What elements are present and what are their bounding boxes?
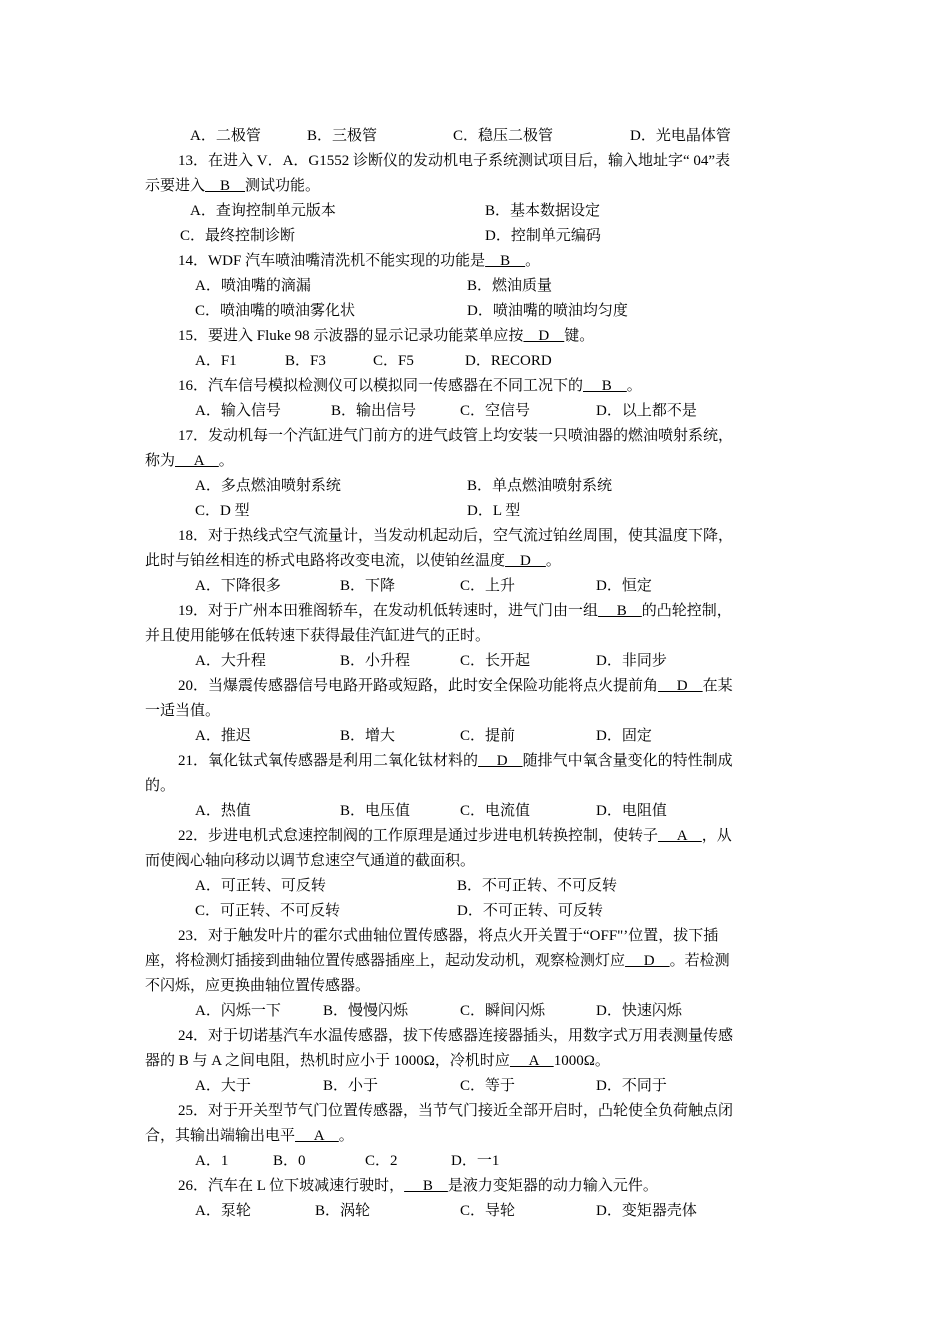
q17-option-d: D．L 型 bbox=[467, 503, 521, 519]
q25-option-a: A．1 bbox=[195, 1153, 229, 1169]
q15-options bbox=[145, 349, 810, 374]
q25-answer: A bbox=[295, 1128, 339, 1144]
q15-option-c: C．F5 bbox=[373, 353, 414, 369]
q19-options bbox=[145, 649, 810, 674]
q17-option-c: C．D 型 bbox=[195, 503, 250, 519]
q15-option-b: B．F3 bbox=[285, 353, 326, 369]
q19-stem-cont: 并且使用能够在低转速下获得最佳汽缸进气的正时。 bbox=[145, 628, 491, 644]
q13-options-row1 bbox=[145, 199, 810, 224]
question-list bbox=[145, 124, 810, 1224]
q22-answer: A bbox=[658, 828, 702, 844]
q16-stem: 16．汽车信号模拟检测仪可以模拟同一传感器在不同工况下的 B 。 bbox=[178, 378, 642, 394]
q23-option-a: A．闪烁一下 bbox=[195, 1003, 281, 1019]
q22-stem: 22．步进电机式怠速控制阀的工作原理是通过步进电机转换控制，使转子 A ，从 bbox=[178, 828, 732, 844]
q26-stem: 26．汽车在 L 位下坡减速行驶时， B 是液力变矩器的动力输入元件。 bbox=[178, 1178, 658, 1194]
q24-option-b: B．小于 bbox=[323, 1078, 379, 1094]
q13-option-c: C．最终控制诊断 bbox=[180, 228, 296, 244]
q24-option-a: A．大于 bbox=[195, 1078, 251, 1094]
q20-option-c: C．提前 bbox=[460, 728, 516, 744]
q18-option-c: C．上升 bbox=[460, 578, 516, 594]
q22-options-row2 bbox=[145, 899, 810, 924]
q19-option-b: B．小升程 bbox=[340, 653, 411, 669]
q15-option-a: A．F1 bbox=[195, 353, 237, 369]
q21-option-d: D．电阻值 bbox=[596, 803, 667, 819]
q19-stem: 19．对于广州本田雅阁轿车，在发动机低转速时，进气门由一组 B 的凸轮控制， bbox=[178, 603, 732, 619]
q17-options-row2 bbox=[145, 499, 810, 524]
q19-option-c: C．长开起 bbox=[460, 653, 531, 669]
q22-option-c: C．可正转、不可反转 bbox=[195, 903, 341, 919]
q18-option-d: D．恒定 bbox=[596, 578, 652, 594]
q17-option-a: A．多点燃油喷射系统 bbox=[195, 478, 341, 494]
q19-option-a: A．大升程 bbox=[195, 653, 266, 669]
q15-answer: D bbox=[523, 328, 565, 344]
q15-stem: 15．要进入 Fluke 98 示波器的显示记录功能菜单应按 D 键。 bbox=[178, 328, 595, 344]
q12-option-a: A．二极管 bbox=[190, 128, 261, 144]
q23-stem: 23．对于触发叶片的霍尔式曲轴位置传感器，将点火开关置于“OFF"’位置，拔下插 bbox=[178, 928, 719, 944]
q22-option-a: A．可正转、可反转 bbox=[195, 878, 326, 894]
q20-stem: 20．当爆震传感器信号电路开路或短路，此时安全保险功能将点火提前角 D 在某 bbox=[178, 678, 733, 694]
q16-option-a: A．输入信号 bbox=[195, 403, 281, 419]
q13-option-a: A．查询控制单元版本 bbox=[190, 203, 336, 219]
q18-option-a: A．下降很多 bbox=[195, 578, 281, 594]
q20-option-d: D．固定 bbox=[596, 728, 652, 744]
q16-options bbox=[145, 399, 810, 424]
q13-stem: 13．在进入 V．A．G1552 诊断仪的发动机电子系统测试项目后，输入地址字“ 04”表 bbox=[178, 153, 731, 169]
q14-option-c: C．喷油嘴的喷油雾化状 bbox=[195, 303, 356, 319]
q14-answer: B bbox=[485, 253, 526, 269]
q20-options bbox=[145, 724, 810, 749]
q12-option-c: C．稳压二极管 bbox=[453, 128, 554, 144]
q21-option-a: A．热值 bbox=[195, 803, 251, 819]
q12-option-b: B．三极管 bbox=[307, 128, 378, 144]
q26-options bbox=[145, 1199, 810, 1224]
q25-option-b: B．0 bbox=[273, 1153, 306, 1169]
q13-stem-cont: 示要进入 B 测试功能。 bbox=[145, 178, 321, 194]
q14-options-row1 bbox=[145, 274, 810, 299]
q25-option-c: C．2 bbox=[365, 1153, 398, 1169]
q17-options-row1 bbox=[145, 474, 810, 499]
q21-stem-cont: 的。 bbox=[145, 778, 176, 794]
q20-answer: D bbox=[658, 678, 703, 694]
q20-option-a: A．推迟 bbox=[195, 728, 251, 744]
q21-options bbox=[145, 799, 810, 824]
q14-option-d: D．喷油嘴的喷油均匀度 bbox=[467, 303, 628, 319]
q19-option-d: D．非同步 bbox=[596, 653, 667, 669]
q24-stem-cont: 器的 B 与 A 之间电阻，热机时应小于 1000Ω，冷机时应 A 1000Ω。 bbox=[145, 1053, 610, 1069]
q14-stem: 14．WDF 汽车喷油嘴清洗机不能实现的功能是 B 。 bbox=[178, 253, 541, 269]
q22-option-b: B．不可正转、不可反转 bbox=[457, 878, 618, 894]
q18-stem: 18．对于热线式空气流量计，当发动机起动后，空气流过铂丝周围，使其温度下降， bbox=[178, 528, 734, 544]
q13-option-d: D．控制单元编码 bbox=[485, 228, 601, 244]
q24-options bbox=[145, 1074, 810, 1099]
q16-option-b: B．输出信号 bbox=[331, 403, 417, 419]
q25-stem: 25．对于开关型节气门位置传感器，当节气门接近全部开启时，凸轮使全负荷触点闭 bbox=[178, 1103, 734, 1119]
q23-option-c: C．瞬间闪烁 bbox=[460, 1003, 546, 1019]
q23-stem-cont2: 不闪烁，应更换曲轴位置传感器。 bbox=[145, 978, 371, 994]
q13-option-b: B．基本数据设定 bbox=[485, 203, 601, 219]
q20-option-b: B．增大 bbox=[340, 728, 396, 744]
q24-stem: 24．对于切诺基汽车水温传感器，拔下传感器连接器插头，用数字式万用表测量传感 bbox=[178, 1028, 734, 1044]
q26-option-d: D．变矩器壳体 bbox=[596, 1203, 697, 1219]
q20-stem-cont: 一适当值。 bbox=[145, 703, 221, 719]
q17-option-b: B．单点燃油喷射系统 bbox=[467, 478, 613, 494]
q14-option-b: B．燃油质量 bbox=[467, 278, 553, 294]
q21-option-c: C．电流值 bbox=[460, 803, 531, 819]
q19-answer: B bbox=[598, 603, 642, 619]
q23-answer: D bbox=[625, 953, 670, 969]
q26-option-c: C．导轮 bbox=[460, 1203, 516, 1219]
q15-option-d: D．RECORD bbox=[465, 353, 552, 369]
q24-option-d: D．不同于 bbox=[596, 1078, 667, 1094]
q26-answer: B bbox=[404, 1178, 448, 1194]
q12-option-d: D．光电晶体管 bbox=[630, 128, 731, 144]
q24-answer: A bbox=[509, 1053, 554, 1069]
q17-stem: 17．发动机每一个汽缸进气门前方的进气歧管上均安装一只喷油器的燃油喷射系统， bbox=[178, 428, 734, 444]
q22-stem-cont: 而使阀心轴向移动以调节怠速空气通道的截面积。 bbox=[145, 853, 476, 869]
q12-options bbox=[145, 124, 810, 149]
q26-option-a: A．泵轮 bbox=[195, 1203, 251, 1219]
q18-options bbox=[145, 574, 810, 599]
q24-option-c: C．等于 bbox=[460, 1078, 516, 1094]
q18-stem-cont: 此时与铂丝相连的桥式电路将改变电流，以使铂丝温度 D 。 bbox=[145, 553, 561, 569]
q13-answer: B bbox=[205, 178, 246, 194]
q22-options-row1 bbox=[145, 874, 810, 899]
q14-options-row2 bbox=[145, 299, 810, 324]
q17-stem-cont: 称为 A 。 bbox=[145, 453, 234, 469]
q16-option-d: D．以上都不是 bbox=[596, 403, 697, 419]
q23-options bbox=[145, 999, 810, 1024]
q18-option-b: B．下降 bbox=[340, 578, 396, 594]
q13-options-row2 bbox=[145, 224, 810, 249]
q25-stem-cont: 合，其输出端输出电平 A 。 bbox=[145, 1128, 354, 1144]
q25-options bbox=[145, 1149, 810, 1174]
q18-answer: D bbox=[505, 553, 546, 569]
q25-option-d: D．一1 bbox=[451, 1153, 500, 1169]
q16-answer: B bbox=[583, 378, 627, 394]
q22-option-d: D．不可正转、可反转 bbox=[457, 903, 603, 919]
q23-option-b: B．慢慢闪烁 bbox=[323, 1003, 409, 1019]
q21-answer: D bbox=[478, 753, 523, 769]
q21-option-b: B．电压值 bbox=[340, 803, 411, 819]
q26-option-b: B．涡轮 bbox=[315, 1203, 371, 1219]
q16-option-c: C．空信号 bbox=[460, 403, 531, 419]
q21-stem: 21．氧化钛式氧传感器是利用二氧化钛材料的 D 随排气中氧含量变化的特性制成 bbox=[178, 753, 733, 769]
q14-option-a: A．喷油嘴的滴漏 bbox=[195, 278, 311, 294]
q23-stem-cont: 座，将检测灯插接到曲轴位置传感器插座上，起动发动机，观察检测灯应 D 。若检测 bbox=[145, 953, 730, 969]
q17-answer: A bbox=[175, 453, 219, 469]
q23-option-d: D．快速闪烁 bbox=[596, 1003, 682, 1019]
